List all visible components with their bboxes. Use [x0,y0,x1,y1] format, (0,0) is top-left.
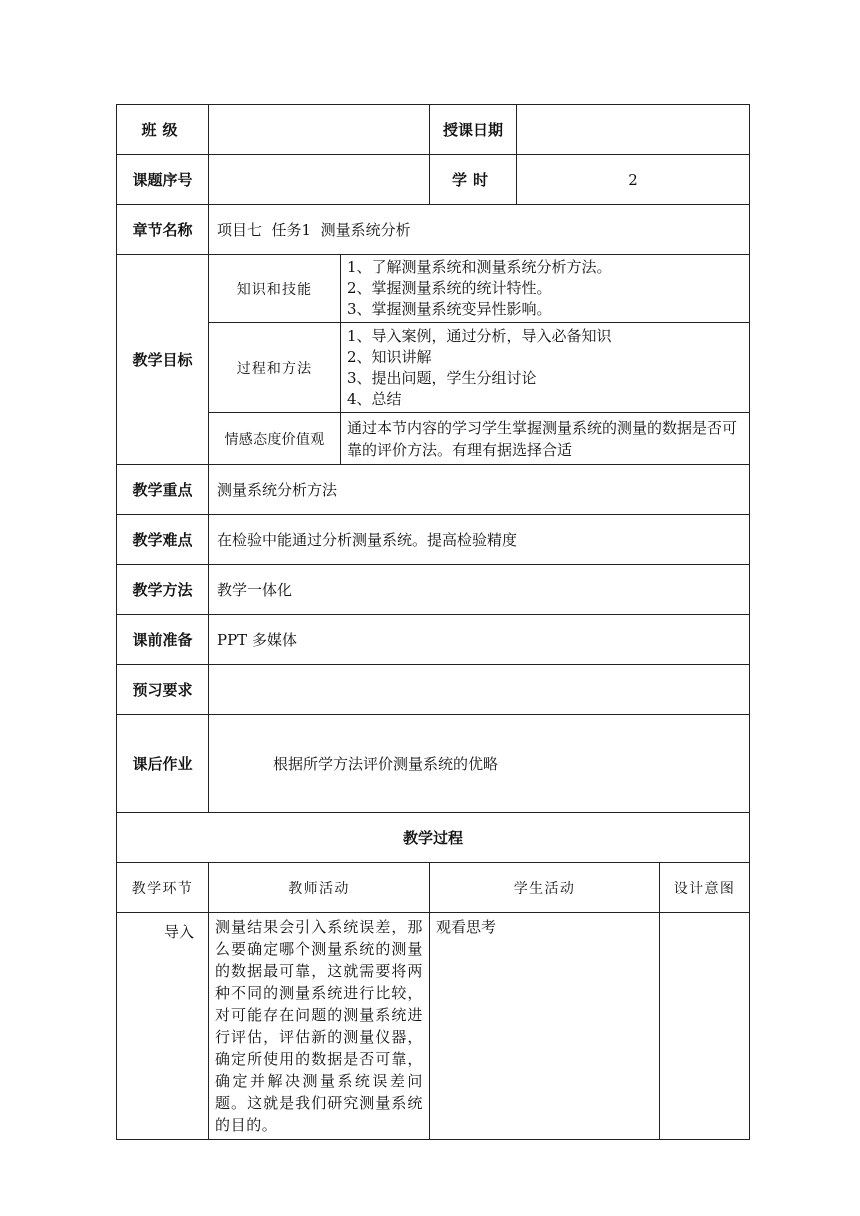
method-label: 教学方法 [117,565,209,615]
chapter-label: 章节名称 [117,205,209,255]
preparation-value[interactable]: PPT 多媒体 [209,615,750,665]
student-activity-cell[interactable]: 观看思考 [430,913,660,1140]
stage-cell: 导入 [117,913,209,1140]
hours-value[interactable]: 2 [517,155,750,205]
process-item: 2、知识讲解 [347,347,432,366]
preview-label: 预习要求 [117,665,209,715]
col-student-header: 学生活动 [430,863,660,913]
process-item: 1、导入案例，通过分析，导入必备知识 [347,326,612,345]
knowledge-item: 2、掌握测量系统的统计特性。 [347,279,552,297]
process-title: 教学过程 [117,813,750,863]
class-value[interactable] [209,105,430,155]
class-label: 班级 [117,105,209,155]
hours-label: 学时 [430,155,517,205]
chapter-value[interactable]: 项目七 任务1 测量系统分析 [209,205,750,255]
lesson-no-label: 课题序号 [117,155,209,205]
date-label: 授课日期 [430,105,517,155]
date-value[interactable] [517,105,750,155]
process-method-label: 过程和方法 [209,323,341,413]
process-method-list [341,323,750,413]
teacher-activity-cell[interactable]: 测量结果会引入系统误差，那么要确定哪个测量系统的测量的数据最可靠，这就需要将两种不同的测量系统进行比较，对可能存在问题的测量系统进行评估，评估新的测量仪器，确定所使用的数据是否可靠，确定并解决测量系统误差问题。这就是我们研究测量系统的目的。 [209,913,430,1140]
knowledge-list [341,255,750,323]
objectives-label: 教学目标 [117,255,209,465]
process-item: 3、提出问题，学生分组讨论 [347,368,537,387]
knowledge-label: 知识和技能 [209,255,341,323]
design-intent-cell[interactable] [660,913,750,1140]
homework-value[interactable]: 根据所学方法评价测量系统的优略 [209,715,750,813]
col-teacher-header: 教师活动 [209,863,430,913]
preparation-label: 课前准备 [117,615,209,665]
emotion-label: 情感态度价值观 [209,413,341,465]
difficulty-label: 教学难点 [117,515,209,565]
homework-label: 课后作业 [117,715,209,813]
preview-value[interactable] [209,665,750,715]
method-value[interactable]: 教学一体化 [209,565,750,615]
lesson-no-value[interactable] [209,155,430,205]
lesson-plan-table [116,104,750,1140]
process-item: 4、总结 [347,389,402,408]
knowledge-item: 1、了解测量系统和测量系统分析方法。 [347,258,612,276]
col-design-header: 设计意图 [660,863,750,913]
knowledge-item: 3、掌握测量系统变异性影响。 [347,300,552,318]
key-point-value[interactable]: 测量系统分析方法 [209,465,750,515]
col-stage-header: 教学环节 [117,863,209,913]
difficulty-value[interactable]: 在检验中能通过分析测量系统。提高检验精度 [209,515,750,565]
emotion-text: 通过本节内容的学习学生掌握测量系统的测量的数据是否可靠的评价方法。有理有据选择合适 [341,413,750,465]
key-point-label: 教学重点 [117,465,209,515]
